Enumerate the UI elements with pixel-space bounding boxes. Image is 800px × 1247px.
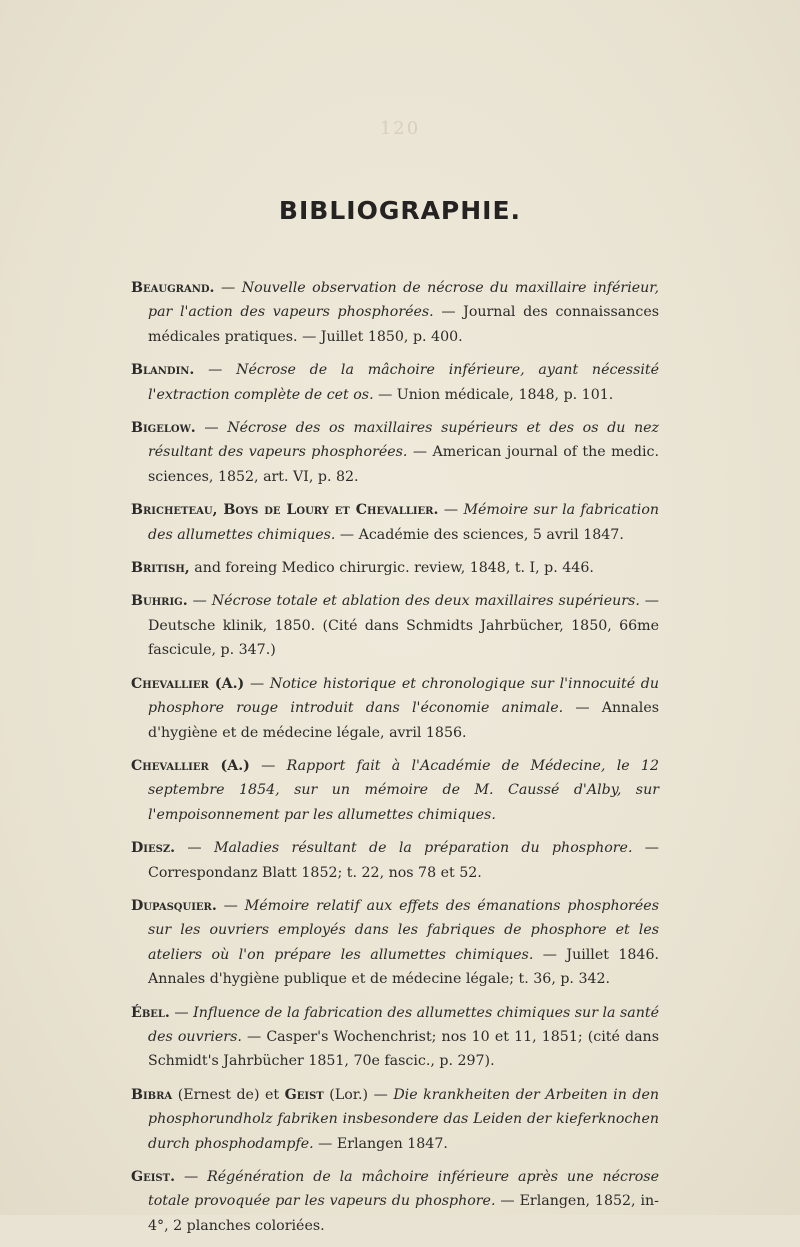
entry-work-title: Régénération de la mâchoire inférieure après une nécrose totale provoquée par les vapeurs du phosphore. <box>148 1169 659 1210</box>
entry-author: Buhrig. <box>131 593 188 610</box>
bleed-through-page-number: 120 <box>379 118 421 139</box>
entry-source: — Erlangen, 1852, in-4°, 2 planches coloriées. <box>148 1193 659 1234</box>
entry-author: Blandin. <box>131 362 195 379</box>
bibliography-entry <box>131 358 659 407</box>
entry-author: Bricheteau, Boys de Loury et Chevallier. <box>131 502 439 519</box>
entry-separator: — <box>169 1004 194 1021</box>
bibliography-entry <box>131 589 659 662</box>
entry-separator: — <box>187 593 212 610</box>
entry-source: — Casper's Wochenchrist; nos 10 et 11, 1851; (cité dans Schmidt's Jahrbücher 1851, 70e fascic., p. 297). <box>148 1028 659 1070</box>
entry-source: and foreing Medico chirurgic. review, 1848, t. I, p. 446. <box>194 560 594 577</box>
entry-author: Beaugrand. <box>131 280 215 296</box>
bibliography-list <box>131 276 659 1247</box>
entry-work-title: Notice historique et chronologique sur l'innocuité du phosphore rouge introduit dans l'économie animale. <box>148 675 660 717</box>
bibliography-entry <box>131 894 659 992</box>
entry-source: — Deutsche klinik, 1850. (Cité dans Schmidts Jahrbücher, 1850, 66me fascicule, p. 347.) <box>148 593 659 659</box>
bibliography-entry <box>131 1001 659 1074</box>
entry-separator: — <box>175 840 214 857</box>
entry-author: Chevallier (A.) <box>131 757 250 774</box>
entry-coauthor: Geist <box>284 1086 324 1103</box>
entry-work-title: Nécrose de la mâchoire inférieure, ayant nécessité l'extraction complète de cet os. <box>148 362 660 403</box>
entry-work-title: Die krankheiten der Arbeiten in den phosphorundholz fabriken insbesondere das Leiden der kieferknochen durch phosphodampfe. <box>148 1086 659 1152</box>
entry-source: — American journal of the medic. sciences, 1852, art. VI, p. 82. <box>148 444 659 485</box>
entry-separator: — <box>216 897 245 914</box>
entry-source: — Juillet 1846. Annales d'hygiène publique et de médecine légale; t. 36, p. 342. <box>148 946 659 988</box>
entry-author: Bibra <box>131 1086 173 1103</box>
entry-work-title: Rapport fait à l'Académie de Médecine, le 12 septembre 1854, sur un mémoire de M. Caussé d'Alby, sur l'empoisonnement par les allumettes chimiques. <box>148 757 659 823</box>
entry-source: — Académie des sciences, 5 avril 1847. <box>335 526 624 543</box>
bibliography-entry <box>131 672 659 745</box>
entry-work-title: Nouvelle observation de nécrose du maxillaire inférieur, par l'action des vapeurs phosphorées. <box>148 280 659 321</box>
entry-source: — Correspondanz Blatt 1852; t. 22, nos 78 et 52. <box>148 840 659 881</box>
entry-author: Chevallier (A.) <box>131 675 245 692</box>
entry-work-title: Mémoire relatif aux effets des émanations phosphorées sur les ouvriers employés dans les fabriques de phosphore et les ateliers où l'on prépare les allumettes chimiques. <box>148 897 659 963</box>
bibliography-entry <box>131 836 659 885</box>
entry-source: — Erlangen 1847. <box>313 1135 448 1152</box>
entry-author: British, <box>131 560 190 577</box>
bibliography-entry <box>131 1083 659 1156</box>
entry-work-title: Mémoire sur la fabrication des allumettes chimiques. <box>148 502 659 543</box>
entry-author: Ébel. <box>131 1004 170 1021</box>
bibliography-entry <box>131 416 659 489</box>
page-title: BIBLIOGRAPHIE. <box>278 196 522 225</box>
entry-separator: (Ernest de) et <box>172 1086 285 1103</box>
entry-author: Bigelow. <box>131 420 196 437</box>
entry-separator: — <box>249 757 287 774</box>
entry-separator: — <box>214 280 242 296</box>
entry-author: Geist. <box>131 1169 176 1185</box>
entry-source: — Journal des connaissances médicales pratiques. — Juillet 1850, p. 400. <box>148 304 660 345</box>
entry-source: — Annales d'hygiène et de médecine légale, avril 1856. <box>148 700 659 741</box>
bibliography-entry <box>131 556 659 580</box>
bibliography-entry <box>131 276 659 349</box>
entry-work-title: Influence de la fabrication des allumettes chimiques sur la santé des ouvriers. <box>148 1004 659 1045</box>
entry-separator: (Lor.) — <box>323 1086 394 1103</box>
entry-separator: — <box>175 1169 208 1185</box>
entry-author: Diesz. <box>131 840 176 857</box>
entry-work-title: Maladies résultant de la préparation du phosphore. <box>213 840 633 857</box>
entry-author: Dupasquier. <box>131 897 217 914</box>
entry-separator: — <box>194 362 237 379</box>
entry-separator: — <box>244 675 270 692</box>
entry-work-title: Nécrose des os maxillaires supérieurs et des os du nez résultant des vapeurs phosphorées. <box>148 420 659 461</box>
bibliography-entry <box>131 498 659 547</box>
bibliography-entry <box>131 754 659 827</box>
entry-source: — Union médicale, 1848, p. 101. <box>373 386 614 403</box>
bibliography-entry <box>131 1165 659 1238</box>
entry-separator: — <box>438 502 464 519</box>
entry-work-title: Nécrose totale et ablation des deux maxillaires supérieurs. <box>211 593 640 610</box>
entry-separator: — <box>195 420 228 437</box>
